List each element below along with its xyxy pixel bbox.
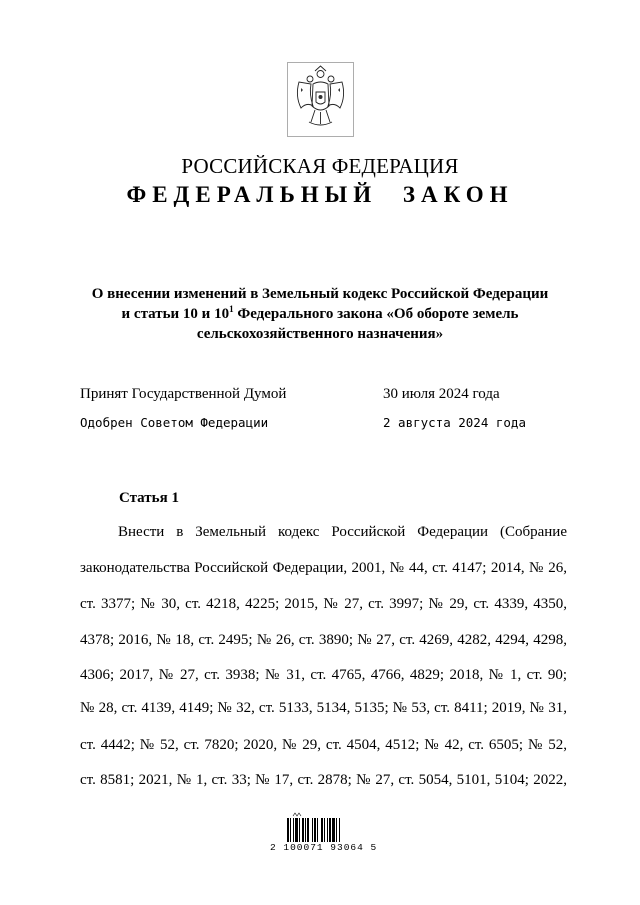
article-line: ст. 4442; № 52, ст. 7820; 2020, № 29, ст. 4504, 4512; № 42, ст. 6505; № 52, — [80, 737, 567, 753]
barcode-bar — [339, 818, 340, 842]
barcode-bar — [329, 818, 331, 842]
article-line: Внести в Земельный кодекс Российской Федерации (Собрание — [118, 524, 567, 540]
barcode-bar — [302, 818, 304, 842]
barcode-bar — [332, 818, 335, 842]
article-line: 4378; 2016, № 18, ст. 2495; № 26, ст. 3890; № 27, ст. 4269, 4282, 4294, 4298, — [80, 632, 567, 648]
country-name: РОССИЙСКАЯ ФЕДЕРАЦИЯ — [181, 154, 459, 178]
barcode-bar — [307, 818, 309, 842]
barcode-bar — [299, 818, 300, 842]
barcode-bar — [317, 818, 318, 842]
barcode-bar — [293, 818, 294, 842]
law-title — [60, 284, 580, 344]
barcode-mark — [293, 813, 301, 816]
barcode-number: 2 100071 93064 5 — [270, 842, 378, 853]
article-line: ст. 8581; 2021, № 1, ст. 33; № 17, ст. 2878; № 27, ст. 5054, 5101, 5104; 2022, — [80, 772, 567, 788]
barcode-bar — [327, 818, 328, 842]
document-type: ФЕДЕРАЛЬНЫЙ ЗАКОН — [126, 182, 514, 207]
title-superscript: 1 — [229, 304, 234, 314]
approved-date: 2 августа 2024 года — [383, 415, 526, 430]
title-line-1: О внесении изменений в Земельный кодекс Российской Федерации — [91, 286, 549, 302]
barcode-bar — [287, 818, 289, 842]
adopted-date: 30 июля 2024 года — [383, 386, 500, 402]
article-line: 4306; 2017, № 27, ст. 3938; № 31, ст. 4765, 4766, 4829; 2018, № 1, ст. 90; — [80, 667, 567, 683]
barcode-bar — [295, 818, 298, 842]
barcode-bar — [336, 818, 337, 842]
adopted-label: Принят Государственной Думой — [80, 386, 287, 402]
title-line-2: и статьи 10 и $10^1$ Федерального закона «Об обороте земель — [121, 304, 519, 322]
barcode-bar — [312, 818, 313, 842]
barcode-bar — [314, 818, 316, 842]
coat-of-arms-icon — [287, 62, 354, 137]
barcode-bar — [305, 818, 306, 842]
barcode-bar — [290, 818, 291, 842]
article-line: № 28, ст. 4139, 4149; № 32, ст. 5133, 5134, 5135; № 53, ст. 8411; 2019, № 31, — [80, 700, 567, 716]
approved-label: Одобрен Советом Федерации — [80, 415, 269, 430]
article-line: ст. 3377; № 30, ст. 4218, 4225; 2015, № 27, ст. 3997; № 29, ст. 4339, 4350, — [80, 596, 567, 612]
barcode-bar — [321, 818, 323, 842]
article-heading: Статья 1 — [119, 490, 179, 506]
title-line-3: сельскохозяйственного назначения» — [196, 326, 444, 342]
barcode-bar — [324, 818, 325, 842]
article-line: законодательства Российской Федерации, 2001, № 44, ст. 4147; 2014, № 26, — [80, 560, 567, 576]
